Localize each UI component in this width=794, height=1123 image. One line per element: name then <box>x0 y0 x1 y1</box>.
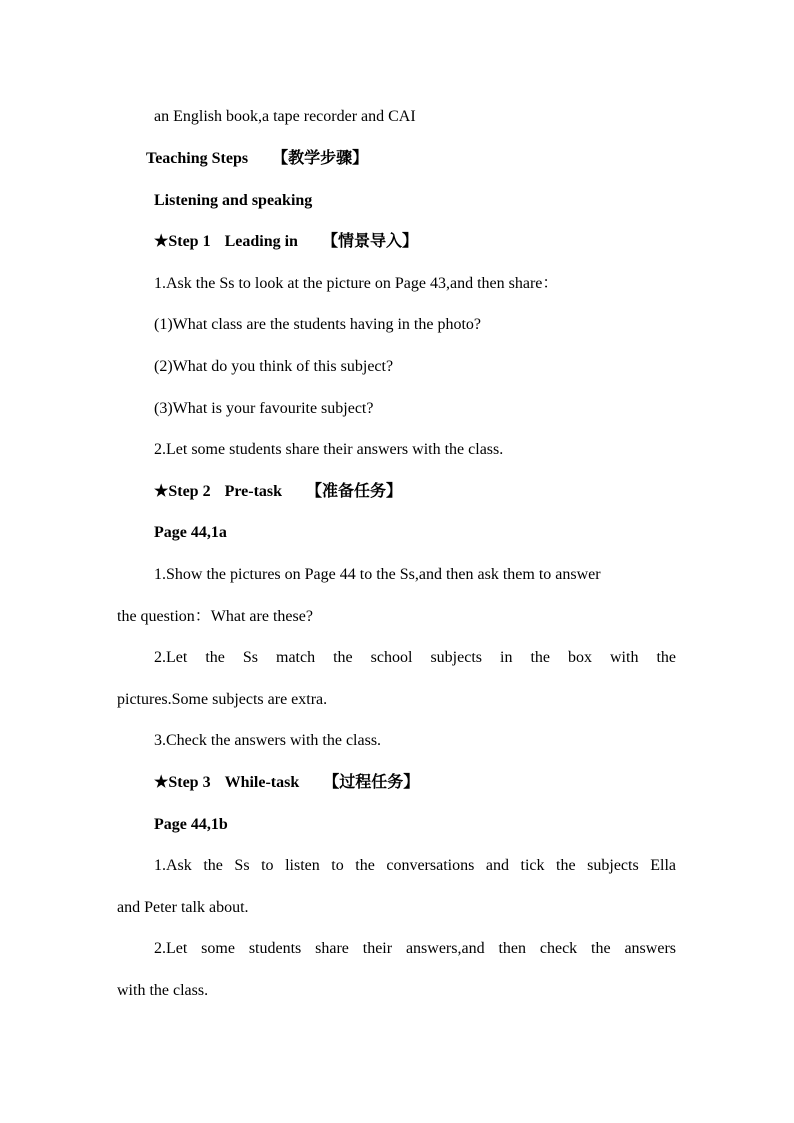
subsection-heading: Listening and speaking <box>154 192 313 209</box>
step-item: pictures.Some subjects are extra. <box>117 691 328 708</box>
step-name-cn: 【情景导入】 <box>321 233 418 250</box>
materials-line: an English book,a tape recorder and CAI <box>154 108 416 125</box>
step-item: 3.Check the answers with the class. <box>154 732 382 749</box>
step-item: with the class. <box>117 982 209 999</box>
section-title: Teaching Steps <box>146 150 249 167</box>
page-reference: Page 44,1b <box>154 816 228 833</box>
step-heading <box>154 773 419 793</box>
step-heading <box>154 232 418 252</box>
step-item: (2)What do you think of this subject? <box>154 358 394 375</box>
step-item: and Peter talk about. <box>117 899 249 916</box>
step-item: (1)What class are the students having in the photo? <box>154 316 482 333</box>
step-item: 2.Let some students share their answers,and then check the answers <box>154 940 676 957</box>
step-item: 1.Ask the Ss to look at the picture on Page 43,and then share： <box>154 275 559 292</box>
step-label: ★Step 3 <box>154 774 211 791</box>
step-item: 2.Let the Ss match the school subjects in the box with the <box>154 649 676 666</box>
step-label: ★Step 1 <box>154 233 211 250</box>
section-title-cn: 【教学步骤】 <box>272 150 369 167</box>
step-name: Leading in <box>224 233 298 250</box>
step-item: the question：What are these? <box>117 608 313 625</box>
step-item: 1.Show the pictures on Page 44 to the Ss,and then ask them to answer <box>154 566 601 583</box>
step-item: (3)What is your favourite subject? <box>154 400 374 417</box>
step-name: Pre-task <box>224 483 283 500</box>
step-item: 2.Let some students share their answers with the class. <box>154 441 504 458</box>
step-name-cn: 【准备任务】 <box>306 483 403 500</box>
step-name-cn: 【过程任务】 <box>323 774 420 791</box>
step-heading <box>154 482 402 502</box>
section-heading <box>146 149 368 169</box>
step-item: 1.Ask the Ss to listen to the conversations and tick the subjects Ella <box>154 857 676 874</box>
step-label: ★Step 2 <box>154 483 211 500</box>
step-name: While-task <box>224 774 300 791</box>
page-reference: Page 44,1a <box>154 524 227 541</box>
